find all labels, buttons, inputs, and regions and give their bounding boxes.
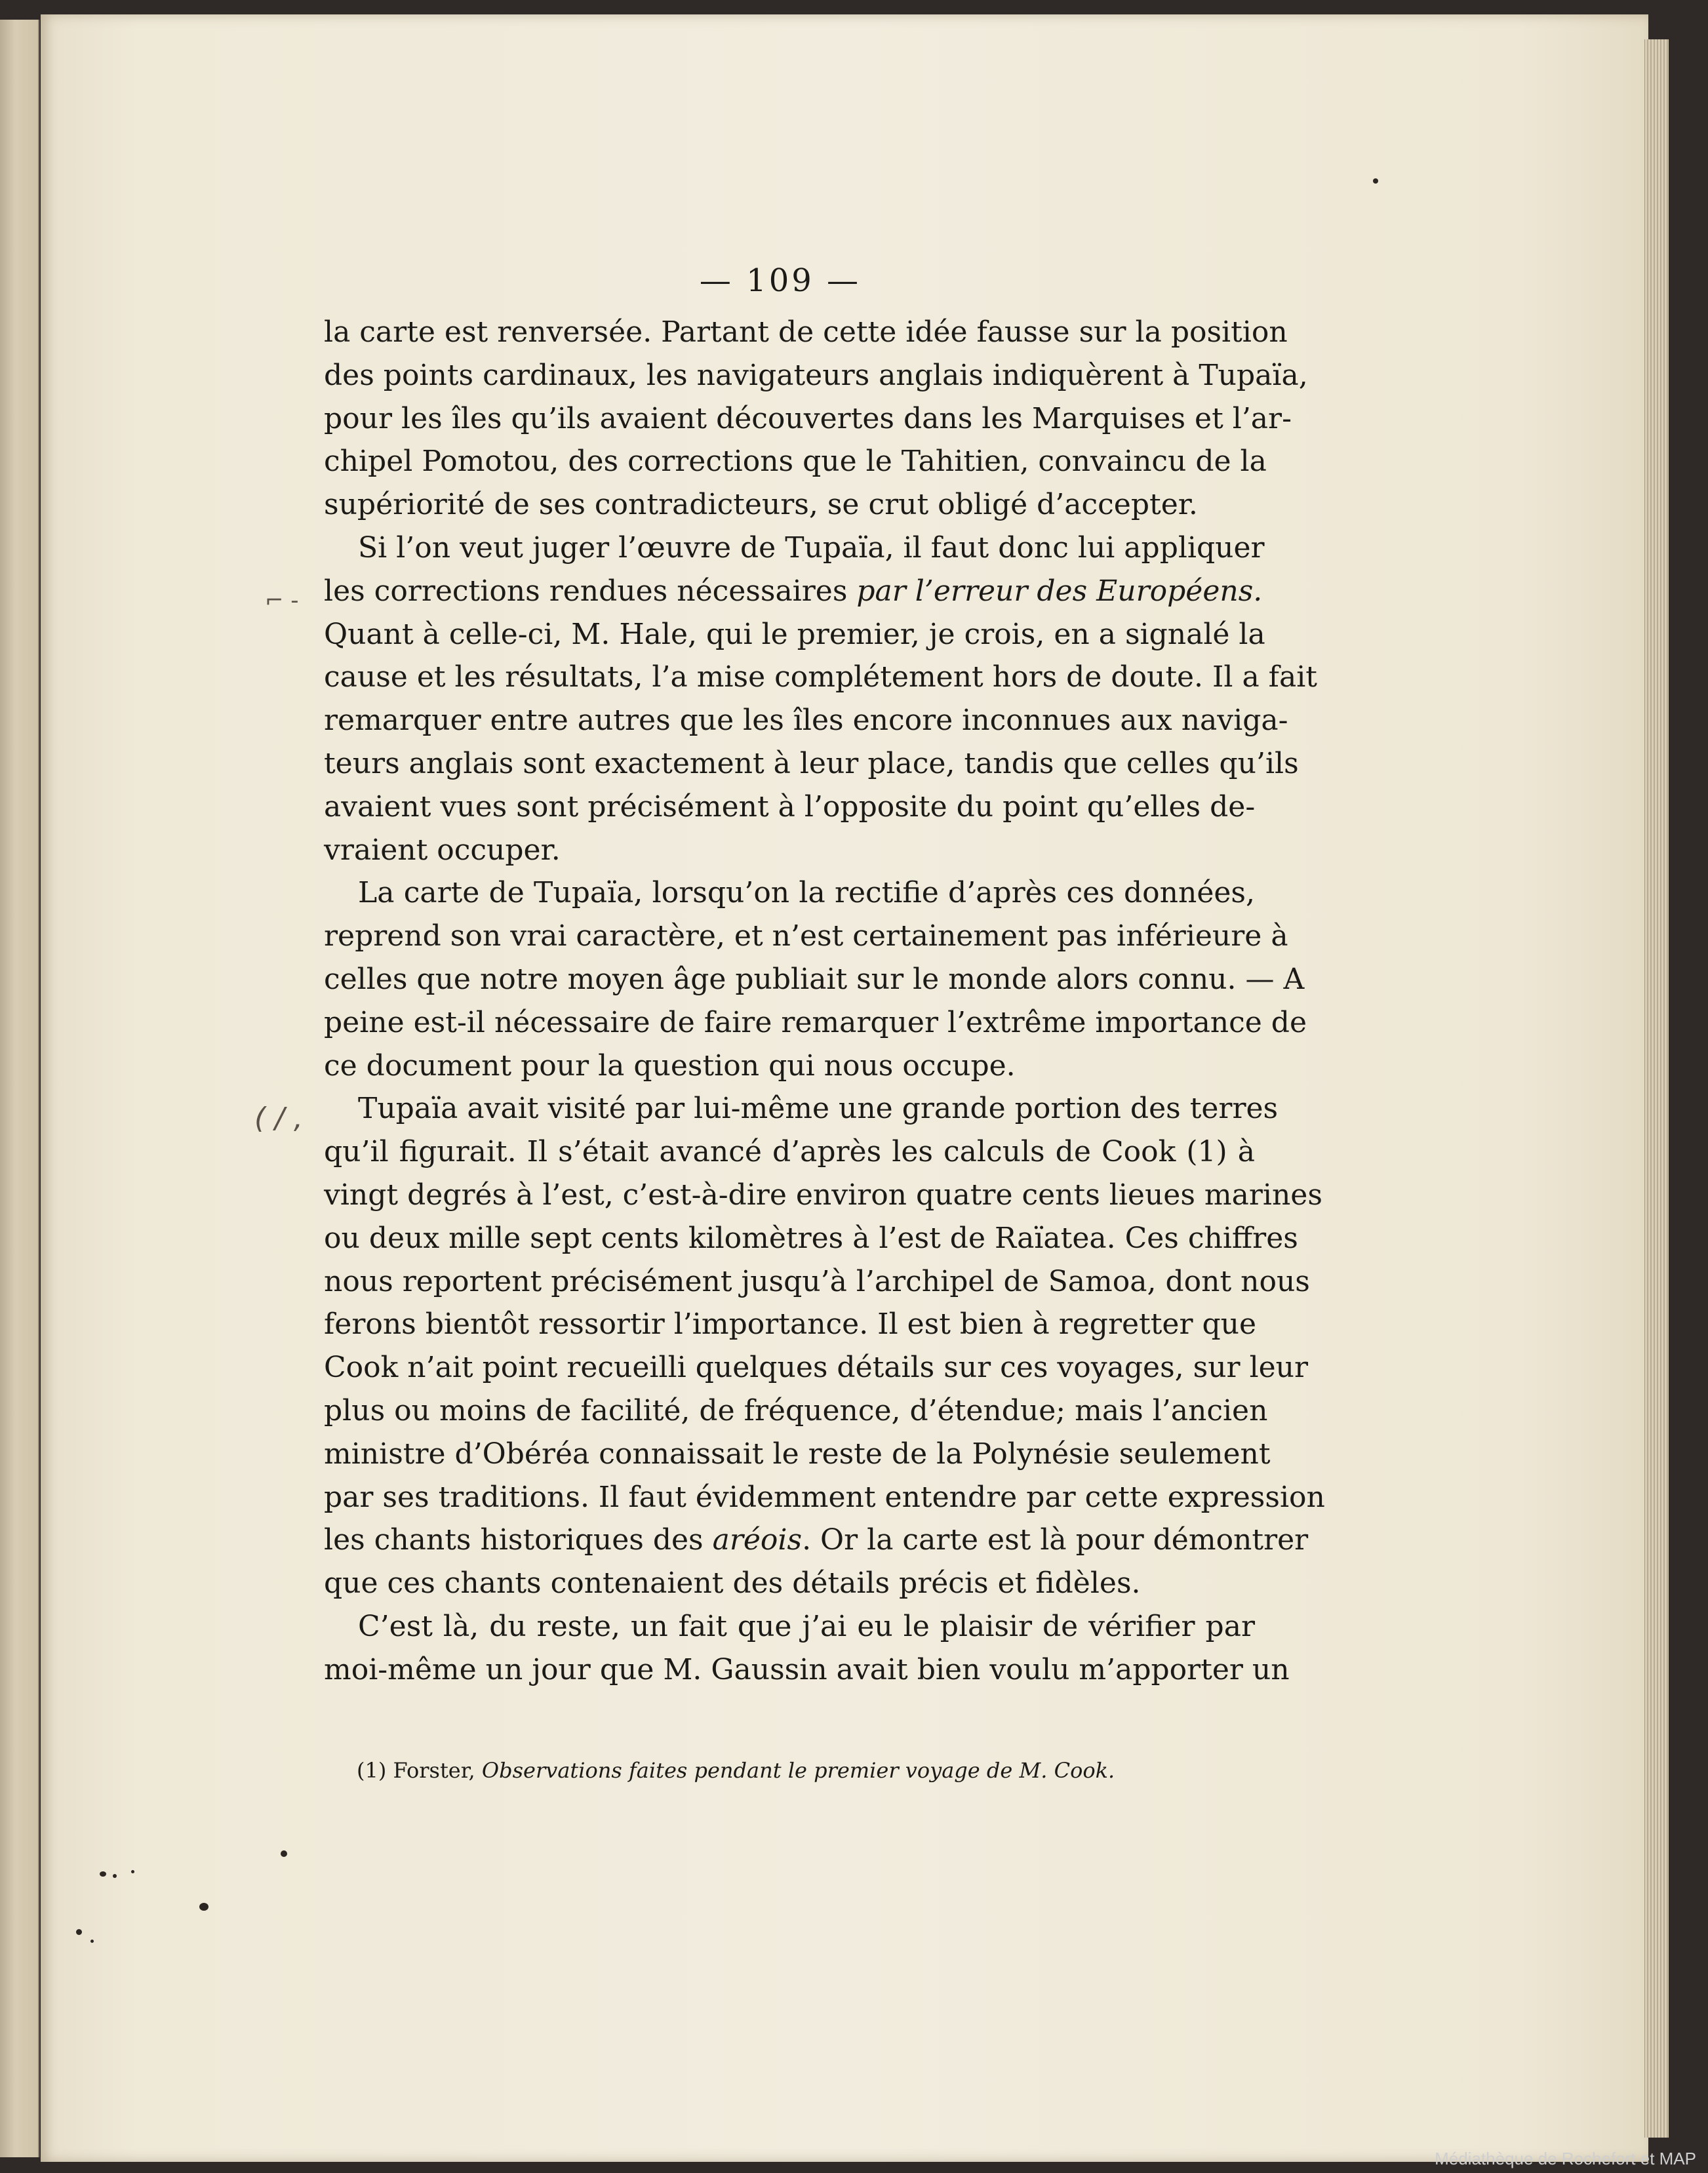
footnote-marker: (1) Forster, — [357, 1758, 482, 1783]
line-text: avaient vues sont précisément à l’opposite du point qu’elles de- — [324, 789, 1256, 824]
ink-speck — [113, 1874, 117, 1878]
ink-speck — [199, 1903, 209, 1911]
ink-speck — [90, 1940, 94, 1943]
line-text: vingt degrés à l’est, c’est-à-dire environ quatre cents lieues marines — [324, 1178, 1322, 1212]
text-line — [324, 699, 1288, 742]
text-line — [324, 613, 1265, 656]
line-text: celles que notre moyen âge publiait sur le monde alors connu. — A — [324, 962, 1305, 996]
text-line — [324, 397, 1292, 441]
line-text: ministre d’Obéréa connaissait le reste de la Polynésie seulement — [324, 1437, 1271, 1471]
text-line — [324, 1130, 1255, 1174]
line-text: la carte est renversée. Partant de cette idée fausse sur la position — [324, 315, 1288, 349]
text-line — [324, 1476, 1325, 1519]
text-line — [324, 742, 1299, 786]
text-line — [324, 1519, 1309, 1562]
line-text: les corrections rendues nécessaires — [324, 574, 857, 608]
text-line — [324, 1389, 1268, 1433]
ink-speck — [131, 1870, 134, 1873]
text-line — [324, 570, 1263, 613]
text-line — [324, 786, 1255, 829]
line-text: plus ou moins de facilité, de fréquence, d’étendue; mais l’ancien — [324, 1393, 1268, 1427]
text-line — [324, 311, 1288, 354]
text-line — [324, 1045, 1255, 1088]
footnote-title: Observations faites pendant le premier voyage de — [481, 1758, 1013, 1783]
line-text: Quant à celle-ci, M. Hale, qui le premier, je crois, en a signalé la — [324, 617, 1265, 651]
line-text: supériorité de ses contradicteurs, se crut obligé d’accepter. — [324, 488, 1198, 522]
line-text: que ces chants contenaient des détails précis et fidèles. — [324, 1566, 1141, 1601]
text-line — [324, 1217, 1298, 1260]
line-text: pour les îles qu’ils avaient découvertes dans les Marquises et l’ar- — [324, 401, 1292, 435]
line-text: vraient occuper. — [324, 833, 561, 867]
text-line — [324, 958, 1305, 1001]
text-line — [324, 1303, 1255, 1346]
ink-speck — [100, 1871, 106, 1877]
line-text: La carte de Tupaïa, lorsqu’on la rectifie d’après ces données, — [358, 876, 1255, 910]
text-line — [324, 354, 1308, 397]
line-italic-text: par l’erreur des Européens. — [856, 574, 1263, 608]
text-line — [324, 1174, 1322, 1217]
line-text-after: . Or la carte est là pour démontrer — [802, 1523, 1309, 1557]
line-text: nous reportent précisément jusqu’à l’archipel de Samoa, dont nous — [324, 1264, 1310, 1298]
line-text: des points cardinaux, les navigateurs anglais indiquèrent à Tupaïa, — [324, 358, 1308, 392]
line-text: par ses traditions. Il faut évidemment entendre par cette expression — [324, 1480, 1325, 1514]
line-text: chipel Pomotou, des corrections que le Tahitien, convaincu de la — [324, 445, 1267, 479]
line-text: les chants historiques des — [324, 1523, 713, 1557]
line-text: ce document pour la question qui nous occupe. — [324, 1048, 1016, 1083]
margin-pencil-mark: ⌐ - — [265, 588, 299, 614]
text-line — [324, 915, 1288, 958]
line-text: Tupaïa avait visité par lui-même une grande portion des terres — [358, 1092, 1279, 1126]
page-number: — 109 — — [699, 262, 862, 299]
line-text: ou deux mille sept cents kilomètres à l’est de Raïatea. Ces chiffres — [324, 1221, 1298, 1255]
text-line — [324, 1346, 1309, 1389]
text-line — [324, 829, 1255, 872]
previous-page-edge — [0, 20, 39, 2157]
line-text: C’est là, du reste, un fait que j’ai eu le plaisir de vérifier par — [358, 1609, 1255, 1643]
text-line — [324, 1605, 1255, 1648]
line-text: cause et les résultats, l’a mise complétement hors de doute. Il a fait — [324, 660, 1317, 694]
text-line — [324, 483, 1255, 527]
text-line — [324, 1260, 1310, 1304]
body-text — [324, 311, 1325, 1692]
line-text: reprend son vrai caractère, et n’est certainement pas inférieure à — [324, 919, 1288, 953]
text-line — [324, 1087, 1279, 1130]
credit-watermark: Médiathèque de Rochefort et MAP — [1435, 2149, 1696, 2168]
line-text: peine est-il nécessaire de faire remarquer l’extrême importance de — [324, 1005, 1307, 1039]
margin-pencil-mark: ( / , — [254, 1102, 303, 1135]
text-line — [324, 1648, 1290, 1692]
text-line — [324, 527, 1265, 570]
ink-speck — [281, 1850, 287, 1857]
line-italic-text: aréois — [712, 1523, 803, 1557]
text-line — [324, 1562, 1255, 1605]
text-line — [324, 1001, 1307, 1045]
line-text: moi-même un jour que M. Gaussin avait bien voulu m’apporter un — [324, 1652, 1290, 1686]
page-stack-edge — [1644, 39, 1669, 2138]
text-line — [324, 440, 1267, 483]
line-text: teurs anglais sont exactement à leur place, tandis que celles qu’ils — [324, 746, 1299, 780]
footnote-author: M. Cook. — [1012, 1758, 1115, 1783]
text-line — [324, 656, 1317, 699]
ink-speck — [76, 1929, 82, 1935]
footnote — [357, 1755, 1209, 1786]
line-text: ferons bientôt ressortir l’importance. Il est bien à regretter que — [324, 1307, 1257, 1342]
text-line — [324, 1433, 1271, 1476]
ink-speck — [1373, 178, 1378, 184]
line-text: Si l’on veut juger l’œuvre de Tupaïa, il faut donc lui appliquer — [358, 530, 1265, 565]
text-line — [324, 871, 1255, 915]
line-text: remarquer entre autres que les îles encore inconnues aux naviga- — [324, 704, 1288, 738]
line-text: Cook n’ait point recueilli quelques détails sur ces voyages, sur leur — [324, 1351, 1309, 1385]
line-text: qu’il figurait. Il s’était avancé d’après les calculs de Cook (1) à — [324, 1135, 1255, 1169]
